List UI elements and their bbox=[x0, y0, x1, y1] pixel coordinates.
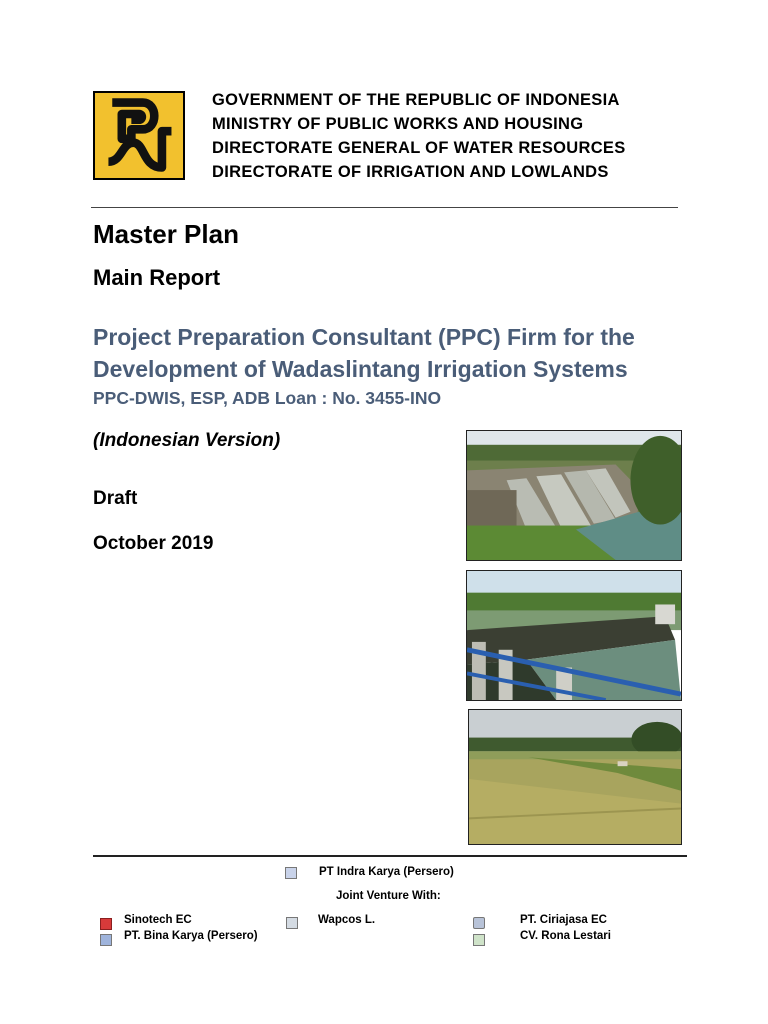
header-line-1: GOVERNMENT OF THE REPUBLIC OF INDONESIA bbox=[212, 91, 620, 109]
document-date: October 2019 bbox=[93, 533, 214, 554]
header-divider bbox=[91, 207, 678, 208]
indra-karya-logo-icon bbox=[285, 867, 297, 879]
rona-lestari-logo-icon bbox=[473, 934, 485, 946]
dam-spillway-photo bbox=[466, 430, 682, 561]
wapcos-logo-icon bbox=[286, 917, 298, 929]
pu-logo-graphic bbox=[95, 93, 183, 178]
partner-rona-lestari: CV. Rona Lestari bbox=[520, 930, 611, 942]
sinotech-logo-icon bbox=[100, 918, 112, 930]
bina-karya-logo-icon bbox=[100, 934, 112, 946]
ciriajasa-logo-icon bbox=[473, 917, 485, 929]
weir-river-photo bbox=[466, 570, 682, 701]
paddy-field-photo bbox=[468, 709, 682, 845]
header-line-3: DIRECTORATE GENERAL OF WATER RESOURCES bbox=[212, 139, 626, 157]
project-title-line-2: Development of Wadaslintang Irrigation Systems bbox=[93, 356, 628, 382]
partner-wapcos: Wapcos L. bbox=[318, 914, 376, 926]
pu-ministry-logo-icon bbox=[93, 91, 185, 180]
partner-ciriajasa: PT. Ciriajasa EC bbox=[520, 914, 607, 926]
document-title: Master Plan bbox=[93, 219, 239, 249]
joint-venture-label: Joint Venture With: bbox=[336, 890, 441, 902]
partner-sinotech: Sinotech EC bbox=[124, 914, 192, 926]
government-header bbox=[212, 88, 626, 184]
document-subtitle: Main Report bbox=[93, 265, 221, 290]
project-code: PPC-DWIS, ESP, ADB Loan : No. 3455-INO bbox=[93, 388, 442, 408]
footer-divider bbox=[93, 855, 687, 857]
version-label: (Indonesian Version) bbox=[93, 430, 281, 451]
status-label: Draft bbox=[93, 488, 138, 509]
header-line-2: MINISTRY OF PUBLIC WORKS AND HOUSING bbox=[212, 115, 584, 133]
lead-consultant: PT Indra Karya (Persero) bbox=[319, 866, 454, 878]
partner-bina-karya: PT. Bina Karya (Persero) bbox=[124, 930, 258, 942]
project-title bbox=[93, 321, 713, 385]
project-title-line-1: Project Preparation Consultant (PPC) Firm for the bbox=[93, 324, 635, 350]
header-line-4: DIRECTORATE OF IRRIGATION AND LOWLANDS bbox=[212, 163, 609, 181]
